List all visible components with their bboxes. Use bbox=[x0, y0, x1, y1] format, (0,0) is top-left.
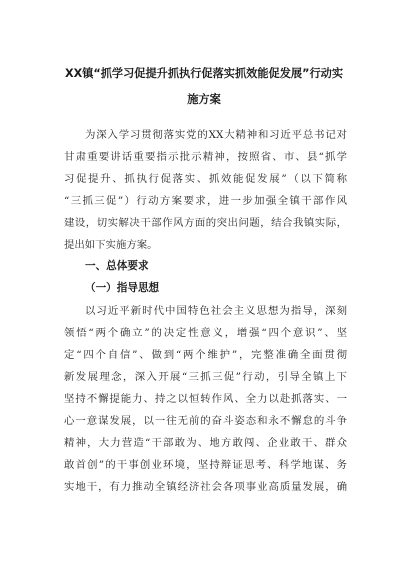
guiding-paragraph-line: 实地干，有力推动全镇经济社会各项事业高质量发展，确 bbox=[64, 481, 347, 493]
subsection-heading: （一）指导思想 bbox=[85, 282, 160, 294]
guiding-paragraph-line: 领悟“两个确立”的决定性意义，增强“四个意识”、坚 bbox=[64, 327, 347, 339]
guiding-paragraph-line: 新发展理念，深入开展“三抓三促”行动，引导全镇上下 bbox=[64, 371, 347, 383]
intro-paragraph-line: 建设，切实解决干部作风方面的突出问题，结合我镇实际， bbox=[64, 217, 347, 229]
intro-paragraph-line: 为深入学习贯彻落实党的XX大精神和习近平总书记对 bbox=[85, 129, 347, 141]
guiding-paragraph-line: 敢首创”的干事创业环境，坚持辩证思考、科学地谋、务 bbox=[64, 459, 347, 471]
document-title-line-2: 施方案 bbox=[187, 93, 221, 106]
intro-paragraph-line: “三抓三促”）行动方案要求，进一步加强全镇干部作风 bbox=[64, 195, 347, 207]
guiding-paragraph-line: 精神，大力营造“干部敢为、地方敢闯、企业敢干、群众 bbox=[64, 437, 347, 449]
guiding-paragraph-line: 定“四个自信”、做到“两个维护”，完整准确全面贯彻 bbox=[64, 349, 347, 361]
guiding-paragraph-line: 心一意谋发展，以一往无前的奋斗姿态和永不懈怠的斗争 bbox=[64, 415, 347, 427]
guiding-paragraph-line: 坚持不懈提能力、持之以恒转作风、全力以赴抓落实、一 bbox=[64, 393, 347, 405]
document-title-line-1: XX镇“抓学习促提升抓执行促落实抓效能促发展”行动实 bbox=[64, 67, 344, 80]
section-heading: 一、总体要求 bbox=[85, 260, 149, 272]
intro-paragraph-line: 习促提升、抓执行促落实、抓效能促发展”（以下简称 bbox=[64, 173, 347, 185]
intro-paragraph-line: 提出如下实施方案。 bbox=[64, 239, 158, 251]
guiding-paragraph-line: 以习近平新时代中国特色社会主义思想为指导，深刻 bbox=[85, 305, 347, 317]
intro-paragraph-line: 甘肃重要讲话重要指示批示精神，按照省、市、县“抓学 bbox=[64, 151, 347, 163]
